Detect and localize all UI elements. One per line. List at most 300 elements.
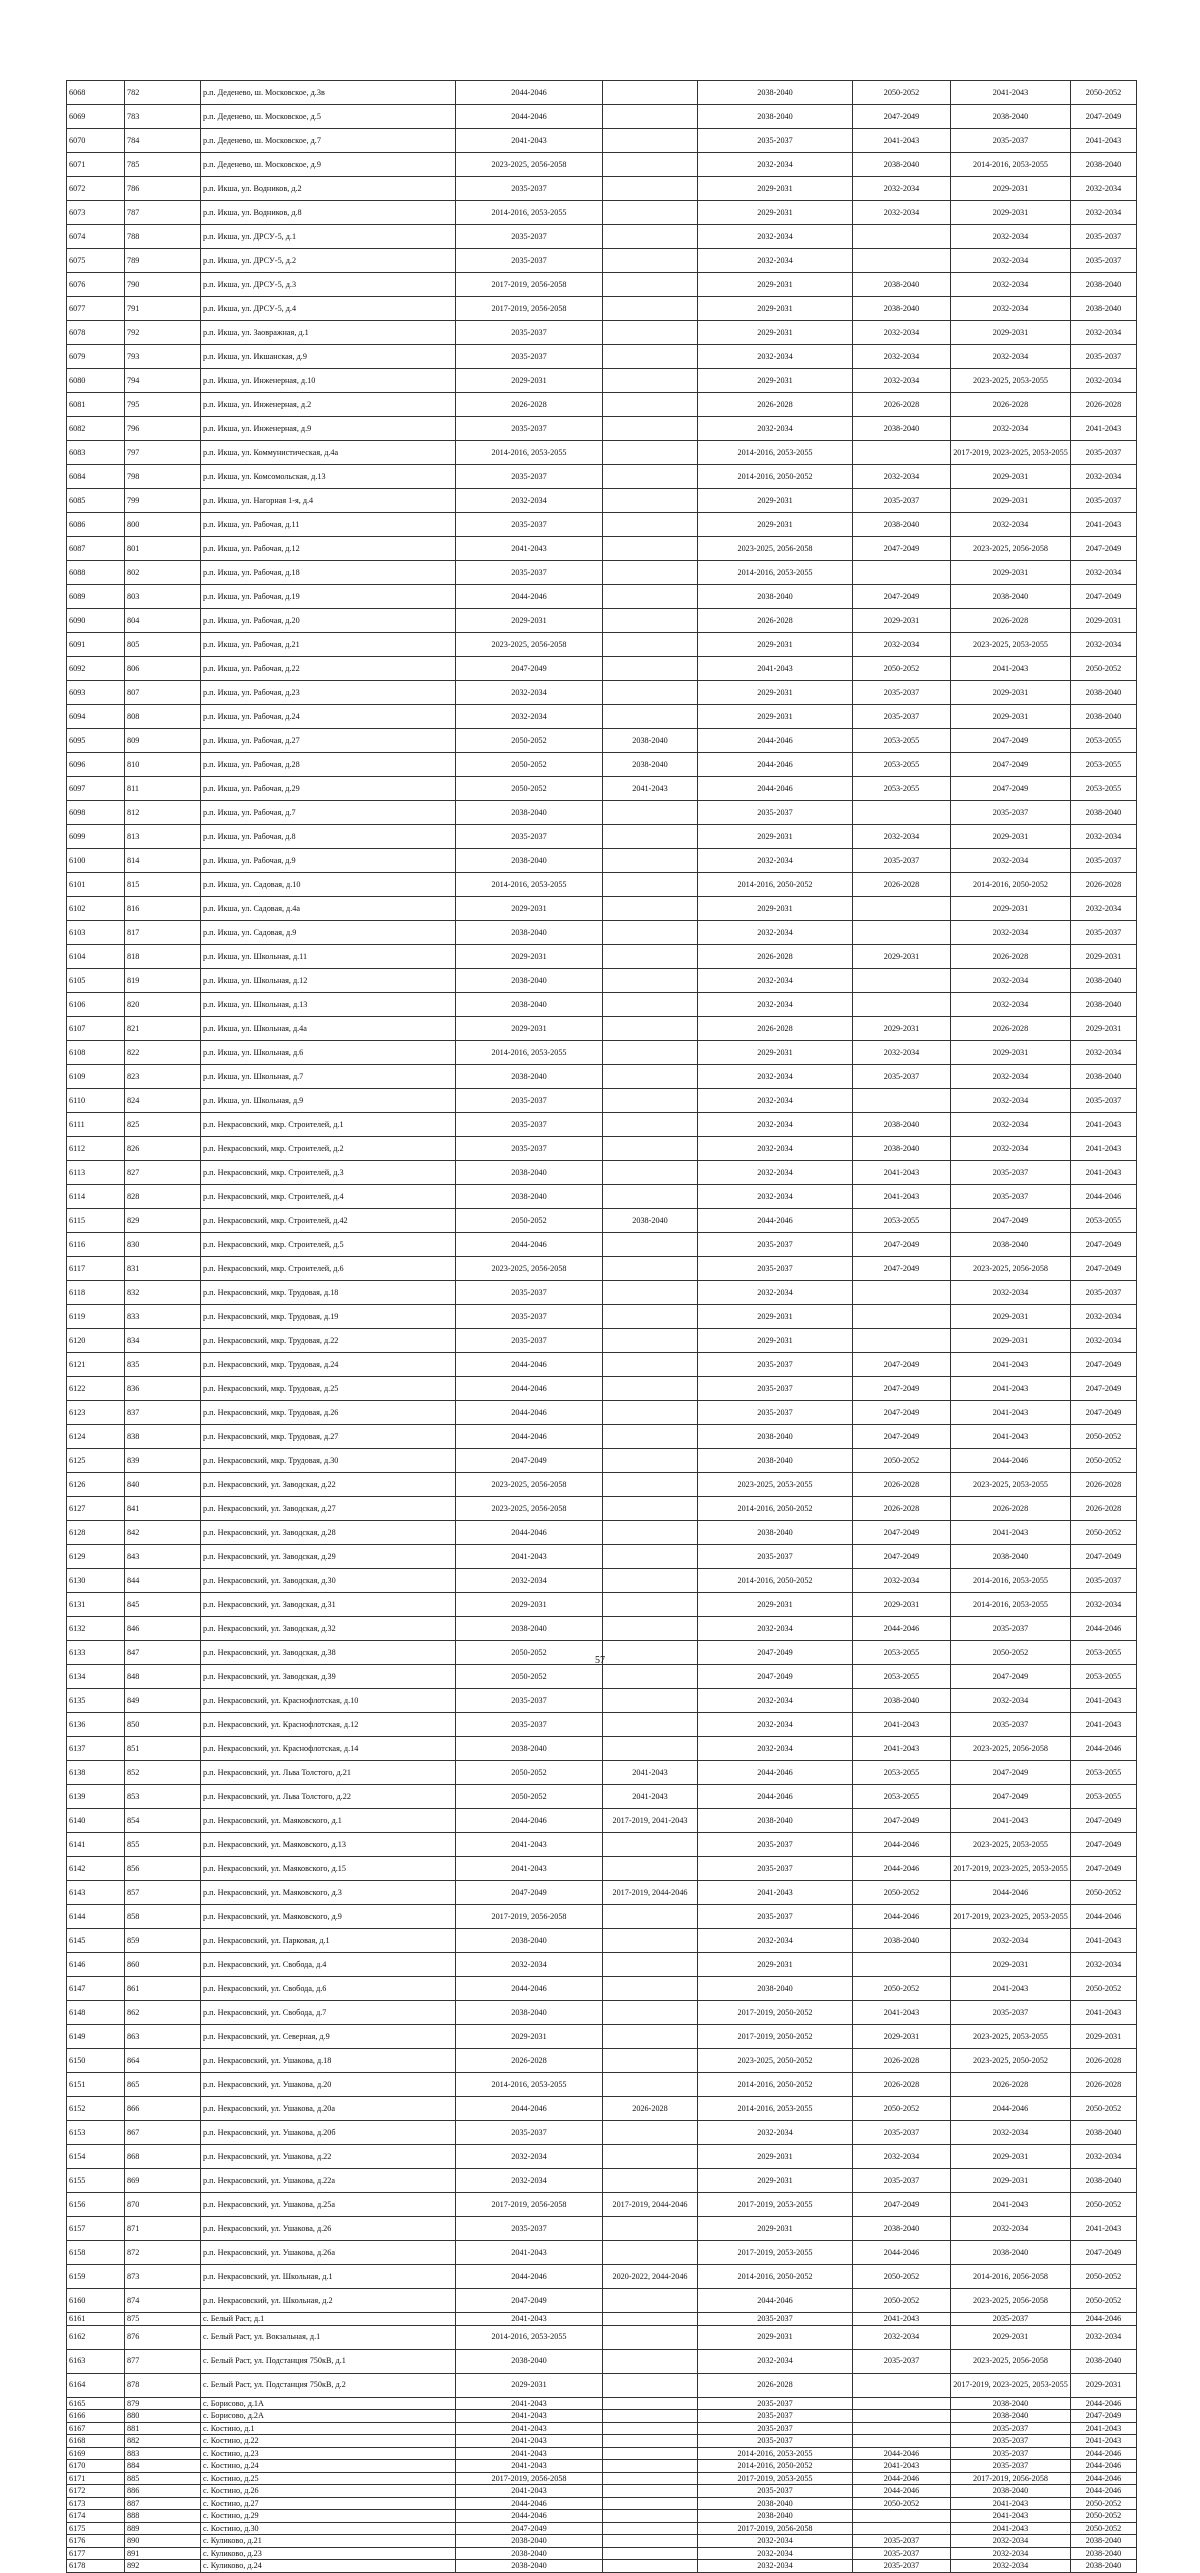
cell-col-6: 2029-2031 bbox=[698, 2325, 853, 2349]
cell-col-4: 2050-2052 bbox=[456, 1761, 603, 1785]
house-number: 812 bbox=[125, 801, 201, 825]
cell-col-8: 2035-2037 bbox=[951, 1161, 1071, 1185]
house-number: 865 bbox=[125, 2073, 201, 2097]
cell-col-5 bbox=[603, 849, 698, 873]
cell-col-7: 2026-2028 bbox=[853, 2073, 951, 2097]
cell-col-5 bbox=[603, 2460, 698, 2473]
cell-col-6: 2029-2031 bbox=[698, 321, 853, 345]
cell-col-4: 2041-2043 bbox=[456, 1833, 603, 1857]
house-number: 837 bbox=[125, 1401, 201, 1425]
table-row bbox=[67, 2097, 1137, 2121]
address: р.п. Некрасовский, ул. Льва Толстого, д.22 bbox=[201, 1785, 456, 1809]
cell-col-7: 2050-2052 bbox=[853, 2097, 951, 2121]
cell-col-9: 2032-2034 bbox=[1071, 1953, 1137, 1977]
house-number: 857 bbox=[125, 1881, 201, 1905]
address: р.п. Икша, ул. Заовражная, д.1 bbox=[201, 321, 456, 345]
table-row bbox=[67, 177, 1137, 201]
house-number: 824 bbox=[125, 1089, 201, 1113]
cell-col-4: 2032-2034 bbox=[456, 705, 603, 729]
address: р.п. Некрасовский, ул. Свобода, д.4 bbox=[201, 1953, 456, 1977]
cell-col-7: 2044-2046 bbox=[853, 1905, 951, 1929]
cell-col-8: 2041-2043 bbox=[951, 2522, 1071, 2535]
table-row bbox=[67, 2049, 1137, 2073]
row-number: 6078 bbox=[67, 321, 125, 345]
cell-col-4: 2044-2046 bbox=[456, 1521, 603, 1545]
table-row bbox=[67, 897, 1137, 921]
cell-col-7: 2032-2034 bbox=[853, 825, 951, 849]
cell-col-5 bbox=[603, 1905, 698, 1929]
cell-col-5 bbox=[603, 969, 698, 993]
row-number: 6166 bbox=[67, 2410, 125, 2423]
cell-col-8: 2014-2016, 2053-2055 bbox=[951, 1593, 1071, 1617]
cell-col-6: 2035-2037 bbox=[698, 1905, 853, 1929]
cell-col-9: 2050-2052 bbox=[1071, 1881, 1137, 1905]
cell-col-6: 2029-2031 bbox=[698, 705, 853, 729]
cell-col-9: 2050-2052 bbox=[1071, 2289, 1137, 2313]
cell-col-5 bbox=[603, 1497, 698, 1521]
address: р.п. Некрасовский, ул. Маяковского, д.15 bbox=[201, 1857, 456, 1881]
cell-col-9: 2029-2031 bbox=[1071, 945, 1137, 969]
cell-col-6: 2029-2031 bbox=[698, 1593, 853, 1617]
cell-col-4: 2050-2052 bbox=[456, 729, 603, 753]
cell-col-7: 2038-2040 bbox=[853, 417, 951, 441]
cell-col-8: 2032-2034 bbox=[951, 345, 1071, 369]
cell-col-5 bbox=[603, 2121, 698, 2145]
house-number: 789 bbox=[125, 249, 201, 273]
row-number: 6153 bbox=[67, 2121, 125, 2145]
cell-col-6: 2023-2025, 2056-2058 bbox=[698, 537, 853, 561]
cell-col-9: 2044-2046 bbox=[1071, 1185, 1137, 1209]
house-number: 800 bbox=[125, 513, 201, 537]
cell-col-5 bbox=[603, 345, 698, 369]
cell-col-5 bbox=[603, 1569, 698, 1593]
cell-col-6: 2035-2037 bbox=[698, 1353, 853, 1377]
cell-col-8: 2038-2040 bbox=[951, 2485, 1071, 2498]
cell-col-7: 2047-2049 bbox=[853, 1401, 951, 1425]
cell-col-4: 2041-2043 bbox=[456, 2435, 603, 2448]
cell-col-4: 2047-2049 bbox=[456, 1449, 603, 1473]
cell-col-4: 2038-2040 bbox=[456, 1929, 603, 1953]
cell-col-9: 2032-2034 bbox=[1071, 2325, 1137, 2349]
schedule-table-container bbox=[66, 80, 1136, 2573]
house-number: 790 bbox=[125, 273, 201, 297]
cell-col-8: 2041-2043 bbox=[951, 1977, 1071, 2001]
address: р.п. Некрасовский, ул. Ушакова, д.20б bbox=[201, 2121, 456, 2145]
address: р.п. Некрасовский, ул. Свобода, д.6 bbox=[201, 1977, 456, 2001]
cell-col-8: 2035-2037 bbox=[951, 2447, 1071, 2460]
address: р.п. Икша, ул. Рабочая, д.19 bbox=[201, 585, 456, 609]
cell-col-8: 2041-2043 bbox=[951, 81, 1071, 105]
cell-col-7: 2053-2055 bbox=[853, 777, 951, 801]
cell-col-4: 2047-2049 bbox=[456, 657, 603, 681]
house-number: 871 bbox=[125, 2217, 201, 2241]
cell-col-5 bbox=[603, 2410, 698, 2423]
cell-col-8: 2038-2040 bbox=[951, 105, 1071, 129]
cell-col-9: 2032-2034 bbox=[1071, 897, 1137, 921]
cell-col-9: 2026-2028 bbox=[1071, 393, 1137, 417]
cell-col-7 bbox=[853, 1953, 951, 1977]
row-number: 6140 bbox=[67, 1809, 125, 1833]
cell-col-4: 2029-2031 bbox=[456, 897, 603, 921]
row-number: 6085 bbox=[67, 489, 125, 513]
row-number: 6073 bbox=[67, 201, 125, 225]
table-row bbox=[67, 609, 1137, 633]
cell-col-8: 2035-2037 bbox=[951, 2460, 1071, 2473]
row-number: 6077 bbox=[67, 297, 125, 321]
cell-col-9: 2032-2034 bbox=[1071, 369, 1137, 393]
address: р.п. Деденево, ш. Московское, д.7 bbox=[201, 129, 456, 153]
cell-col-9: 2050-2052 bbox=[1071, 2097, 1137, 2121]
table-row bbox=[67, 2121, 1137, 2145]
cell-col-8: 2023-2025, 2053-2055 bbox=[951, 1833, 1071, 1857]
row-number: 6147 bbox=[67, 1977, 125, 2001]
house-number: 833 bbox=[125, 1305, 201, 1329]
cell-col-9: 2047-2049 bbox=[1071, 2410, 1137, 2423]
cell-col-7 bbox=[853, 969, 951, 993]
cell-col-7 bbox=[853, 1281, 951, 1305]
row-number: 6093 bbox=[67, 681, 125, 705]
cell-col-5 bbox=[603, 1161, 698, 1185]
cell-col-6: 2032-2034 bbox=[698, 2121, 853, 2145]
cell-col-8: 2047-2049 bbox=[951, 753, 1071, 777]
cell-col-6: 2029-2031 bbox=[698, 513, 853, 537]
cell-col-4: 2032-2034 bbox=[456, 489, 603, 513]
house-number: 794 bbox=[125, 369, 201, 393]
row-number: 6134 bbox=[67, 1665, 125, 1689]
cell-col-7 bbox=[853, 2435, 951, 2448]
cell-col-8: 2032-2034 bbox=[951, 2547, 1071, 2560]
cell-col-4: 2023-2025, 2056-2058 bbox=[456, 633, 603, 657]
house-number: 875 bbox=[125, 2313, 201, 2326]
cell-col-8: 2023-2025, 2050-2052 bbox=[951, 2049, 1071, 2073]
cell-col-4: 2017-2019, 2056-2058 bbox=[456, 2472, 603, 2485]
cell-col-6: 2017-2019, 2053-2055 bbox=[698, 2472, 853, 2485]
table-row bbox=[67, 1425, 1137, 1449]
cell-col-8: 2044-2046 bbox=[951, 1449, 1071, 1473]
address: р.п. Некрасовский, ул. Заводская, д.30 bbox=[201, 1569, 456, 1593]
address: р.п. Икша, ул. Рабочая, д.24 bbox=[201, 705, 456, 729]
table-row bbox=[67, 1617, 1137, 1641]
address: р.п. Икша, ул. Школьная, д.7 bbox=[201, 1065, 456, 1089]
row-number: 6105 bbox=[67, 969, 125, 993]
cell-col-7: 2044-2046 bbox=[853, 1833, 951, 1857]
cell-col-6: 2029-2031 bbox=[698, 897, 853, 921]
cell-col-9: 2047-2049 bbox=[1071, 1233, 1137, 1257]
cell-col-7: 2047-2049 bbox=[853, 585, 951, 609]
cell-col-7: 2050-2052 bbox=[853, 81, 951, 105]
cell-col-4: 2014-2016, 2053-2055 bbox=[456, 201, 603, 225]
cell-col-5 bbox=[603, 1281, 698, 1305]
cell-col-6: 2014-2016, 2053-2055 bbox=[698, 2097, 853, 2121]
cell-col-6: 2014-2016, 2053-2055 bbox=[698, 2447, 853, 2460]
cell-col-7 bbox=[853, 2522, 951, 2535]
cell-col-7 bbox=[853, 801, 951, 825]
cell-col-8: 2041-2043 bbox=[951, 657, 1071, 681]
table-row bbox=[67, 681, 1137, 705]
row-number: 6104 bbox=[67, 945, 125, 969]
cell-col-8: 2044-2046 bbox=[951, 2097, 1071, 2121]
schedule-table bbox=[66, 80, 1137, 2573]
table-row bbox=[67, 873, 1137, 897]
table-row bbox=[67, 105, 1137, 129]
cell-col-6: 2032-2034 bbox=[698, 1281, 853, 1305]
row-number: 6135 bbox=[67, 1689, 125, 1713]
house-number: 822 bbox=[125, 1041, 201, 1065]
cell-col-6: 2023-2025, 2053-2055 bbox=[698, 1473, 853, 1497]
cell-col-9: 2035-2037 bbox=[1071, 489, 1137, 513]
cell-col-9: 2050-2052 bbox=[1071, 1449, 1137, 1473]
house-number: 858 bbox=[125, 1905, 201, 1929]
table-row bbox=[67, 1281, 1137, 1305]
row-number: 6128 bbox=[67, 1521, 125, 1545]
cell-col-4: 2041-2043 bbox=[456, 2410, 603, 2423]
cell-col-5 bbox=[603, 1593, 698, 1617]
cell-col-8: 2041-2043 bbox=[951, 2510, 1071, 2523]
cell-col-6: 2023-2025, 2050-2052 bbox=[698, 2049, 853, 2073]
table-row bbox=[67, 921, 1137, 945]
cell-col-8: 2047-2049 bbox=[951, 729, 1071, 753]
table-row bbox=[67, 2241, 1137, 2265]
cell-col-4: 2044-2046 bbox=[456, 1425, 603, 1449]
row-number: 6178 bbox=[67, 2560, 125, 2573]
row-number: 6144 bbox=[67, 1905, 125, 1929]
house-number: 825 bbox=[125, 1113, 201, 1137]
cell-col-7: 2050-2052 bbox=[853, 2289, 951, 2313]
cell-col-9: 2053-2055 bbox=[1071, 777, 1137, 801]
table-row bbox=[67, 153, 1137, 177]
row-number: 6118 bbox=[67, 1281, 125, 1305]
cell-col-9: 2035-2037 bbox=[1071, 921, 1137, 945]
cell-col-8: 2029-2031 bbox=[951, 465, 1071, 489]
cell-col-6: 2044-2046 bbox=[698, 1785, 853, 1809]
table-row bbox=[67, 537, 1137, 561]
cell-col-5 bbox=[603, 2289, 698, 2313]
row-number: 6126 bbox=[67, 1473, 125, 1497]
cell-col-8: 2032-2034 bbox=[951, 969, 1071, 993]
cell-col-8: 2029-2031 bbox=[951, 681, 1071, 705]
cell-col-7: 2047-2049 bbox=[853, 1257, 951, 1281]
cell-col-4: 2035-2037 bbox=[456, 1329, 603, 1353]
cell-col-6: 2032-2034 bbox=[698, 1713, 853, 1737]
cell-col-6: 2032-2034 bbox=[698, 2349, 853, 2373]
cell-col-4: 2038-2040 bbox=[456, 1185, 603, 1209]
table-row bbox=[67, 1977, 1137, 2001]
cell-col-8: 2023-2025, 2056-2058 bbox=[951, 1257, 1071, 1281]
cell-col-6: 2032-2034 bbox=[698, 1113, 853, 1137]
address: р.п. Некрасовский, ул. Ушакова, д.26 bbox=[201, 2217, 456, 2241]
cell-col-9: 2026-2028 bbox=[1071, 1497, 1137, 1521]
cell-col-8: 2029-2031 bbox=[951, 2325, 1071, 2349]
cell-col-4: 2038-2040 bbox=[456, 849, 603, 873]
table-row bbox=[67, 1137, 1137, 1161]
cell-col-7: 2041-2043 bbox=[853, 2001, 951, 2025]
cell-col-6: 2026-2028 bbox=[698, 393, 853, 417]
cell-col-6: 2029-2031 bbox=[698, 633, 853, 657]
row-number: 6160 bbox=[67, 2289, 125, 2313]
row-number: 6150 bbox=[67, 2049, 125, 2073]
house-number: 801 bbox=[125, 537, 201, 561]
address: р.п. Деденево, ш. Московское, д.5 bbox=[201, 105, 456, 129]
cell-col-7: 2044-2046 bbox=[853, 1617, 951, 1641]
table-row bbox=[67, 2193, 1137, 2217]
cell-col-9: 2044-2046 bbox=[1071, 1737, 1137, 1761]
table-row bbox=[67, 201, 1137, 225]
address: р.п. Икша, ул. Рабочая, д.23 bbox=[201, 681, 456, 705]
house-number: 792 bbox=[125, 321, 201, 345]
cell-col-8: 2035-2037 bbox=[951, 801, 1071, 825]
cell-col-8: 2026-2028 bbox=[951, 393, 1071, 417]
house-number: 840 bbox=[125, 1473, 201, 1497]
cell-col-8: 2032-2034 bbox=[951, 513, 1071, 537]
cell-col-7 bbox=[853, 993, 951, 1017]
cell-col-7: 2032-2034 bbox=[853, 321, 951, 345]
cell-col-4: 2041-2043 bbox=[456, 2397, 603, 2410]
house-number: 788 bbox=[125, 225, 201, 249]
cell-col-5 bbox=[603, 465, 698, 489]
house-number: 827 bbox=[125, 1161, 201, 1185]
table-row bbox=[67, 513, 1137, 537]
table-row bbox=[67, 561, 1137, 585]
cell-col-5 bbox=[603, 2313, 698, 2326]
table-row bbox=[67, 585, 1137, 609]
address: р.п. Икша, ул. ДРСУ-5, д.1 bbox=[201, 225, 456, 249]
table-row bbox=[67, 1713, 1137, 1737]
cell-col-4: 2041-2043 bbox=[456, 2447, 603, 2460]
cell-col-5 bbox=[603, 1953, 698, 1977]
cell-col-4: 2038-2040 bbox=[456, 1737, 603, 1761]
house-number: 882 bbox=[125, 2435, 201, 2448]
cell-col-6: 2032-2034 bbox=[698, 1929, 853, 1953]
cell-col-9: 2041-2043 bbox=[1071, 1689, 1137, 1713]
cell-col-7: 2050-2052 bbox=[853, 1977, 951, 2001]
cell-col-6: 2014-2016, 2050-2052 bbox=[698, 465, 853, 489]
cell-col-4: 2029-2031 bbox=[456, 1017, 603, 1041]
address: р.п. Икша, ул. Школьная, д.12 bbox=[201, 969, 456, 993]
cell-col-9: 2035-2037 bbox=[1071, 1281, 1137, 1305]
address: р.п. Икша, ул. Коммунистическая, д.4а bbox=[201, 441, 456, 465]
cell-col-4: 2023-2025, 2056-2058 bbox=[456, 1497, 603, 1521]
cell-col-5 bbox=[603, 1377, 698, 1401]
cell-col-6: 2032-2034 bbox=[698, 1161, 853, 1185]
address: р.п. Некрасовский, ул. Маяковского, д.9 bbox=[201, 1905, 456, 1929]
cell-col-6: 2029-2031 bbox=[698, 1953, 853, 1977]
row-number: 6145 bbox=[67, 1929, 125, 1953]
cell-col-5: 2020-2022, 2044-2046 bbox=[603, 2265, 698, 2289]
cell-col-5 bbox=[603, 1545, 698, 1569]
cell-col-7 bbox=[853, 1305, 951, 1329]
address: р.п. Некрасовский, ул. Свобода, д.7 bbox=[201, 2001, 456, 2025]
cell-col-5 bbox=[603, 417, 698, 441]
address: р.п. Некрасовский, ул. Ушакова, д.25а bbox=[201, 2193, 456, 2217]
cell-col-9: 2038-2040 bbox=[1071, 681, 1137, 705]
cell-col-6: 2029-2031 bbox=[698, 273, 853, 297]
cell-col-7: 2035-2037 bbox=[853, 2349, 951, 2373]
house-number: 797 bbox=[125, 441, 201, 465]
cell-col-5: 2038-2040 bbox=[603, 753, 698, 777]
cell-col-5 bbox=[603, 225, 698, 249]
table-row bbox=[67, 2485, 1137, 2498]
cell-col-7: 2053-2055 bbox=[853, 1761, 951, 1785]
cell-col-8: 2026-2028 bbox=[951, 2073, 1071, 2097]
house-number: 873 bbox=[125, 2265, 201, 2289]
table-row bbox=[67, 81, 1137, 105]
cell-col-4: 2014-2016, 2053-2055 bbox=[456, 2325, 603, 2349]
house-number: 804 bbox=[125, 609, 201, 633]
cell-col-7: 2044-2046 bbox=[853, 2472, 951, 2485]
cell-col-4: 2038-2040 bbox=[456, 2535, 603, 2548]
cell-col-7: 2038-2040 bbox=[853, 297, 951, 321]
address: р.п. Икша, ул. Рабочая, д.28 bbox=[201, 753, 456, 777]
house-number: 838 bbox=[125, 1425, 201, 1449]
cell-col-6: 2017-2019, 2050-2052 bbox=[698, 2025, 853, 2049]
cell-col-6: 2017-2019, 2053-2055 bbox=[698, 2241, 853, 2265]
cell-col-8: 2017-2019, 2023-2025, 2053-2055 bbox=[951, 441, 1071, 465]
cell-col-7: 2032-2034 bbox=[853, 1569, 951, 1593]
cell-col-6: 2029-2031 bbox=[698, 177, 853, 201]
house-number: 836 bbox=[125, 1377, 201, 1401]
cell-col-8: 2032-2034 bbox=[951, 2217, 1071, 2241]
house-number: 886 bbox=[125, 2485, 201, 2498]
cell-col-8: 2032-2034 bbox=[951, 1065, 1071, 1089]
cell-col-4: 2041-2043 bbox=[456, 2460, 603, 2473]
cell-col-9: 2035-2037 bbox=[1071, 849, 1137, 873]
cell-col-9: 2035-2037 bbox=[1071, 249, 1137, 273]
house-number: 874 bbox=[125, 2289, 201, 2313]
row-number: 6113 bbox=[67, 1161, 125, 1185]
table-row bbox=[67, 321, 1137, 345]
table-row bbox=[67, 2422, 1137, 2435]
cell-col-6: 2032-2034 bbox=[698, 345, 853, 369]
row-number: 6127 bbox=[67, 1497, 125, 1521]
address: с. Белый Раст, д.1 bbox=[201, 2313, 456, 2326]
address: р.п. Икша, ул. Икшанская, д.9 bbox=[201, 345, 456, 369]
table-row bbox=[67, 1497, 1137, 1521]
address: р.п. Икша, ул. Инженерная, д.9 bbox=[201, 417, 456, 441]
cell-col-4: 2035-2037 bbox=[456, 1689, 603, 1713]
cell-col-9: 2029-2031 bbox=[1071, 2025, 1137, 2049]
cell-col-9: 2041-2043 bbox=[1071, 1929, 1137, 1953]
address: р.п. Некрасовский, мкр. Трудовая, д.18 bbox=[201, 1281, 456, 1305]
cell-col-4: 2035-2037 bbox=[456, 417, 603, 441]
cell-col-5 bbox=[603, 321, 698, 345]
table-row bbox=[67, 993, 1137, 1017]
cell-col-6: 2029-2031 bbox=[698, 1329, 853, 1353]
cell-col-5: 2041-2043 bbox=[603, 1761, 698, 1785]
row-number: 6088 bbox=[67, 561, 125, 585]
house-number: 791 bbox=[125, 297, 201, 321]
address: р.п. Некрасовский, мкр. Строителей, д.2 bbox=[201, 1137, 456, 1161]
cell-col-9: 2032-2034 bbox=[1071, 465, 1137, 489]
row-number: 6115 bbox=[67, 1209, 125, 1233]
row-number: 6139 bbox=[67, 1785, 125, 1809]
cell-col-4: 2044-2046 bbox=[456, 1353, 603, 1377]
cell-col-7: 2032-2034 bbox=[853, 177, 951, 201]
house-number: 877 bbox=[125, 2349, 201, 2373]
cell-col-6: 2038-2040 bbox=[698, 1809, 853, 1833]
cell-col-9: 2041-2043 bbox=[1071, 513, 1137, 537]
row-number: 6137 bbox=[67, 1737, 125, 1761]
cell-col-7 bbox=[853, 1089, 951, 1113]
cell-col-7: 2035-2037 bbox=[853, 2535, 951, 2548]
address: с. Костино, д.1 bbox=[201, 2422, 456, 2435]
cell-col-4: 2041-2043 bbox=[456, 129, 603, 153]
row-number: 6102 bbox=[67, 897, 125, 921]
cell-col-4: 2035-2037 bbox=[456, 825, 603, 849]
cell-col-9: 2026-2028 bbox=[1071, 2073, 1137, 2097]
cell-col-6: 2035-2037 bbox=[698, 1401, 853, 1425]
house-number: 811 bbox=[125, 777, 201, 801]
address: р.п. Некрасовский, ул. Маяковского, д.1 bbox=[201, 1809, 456, 1833]
